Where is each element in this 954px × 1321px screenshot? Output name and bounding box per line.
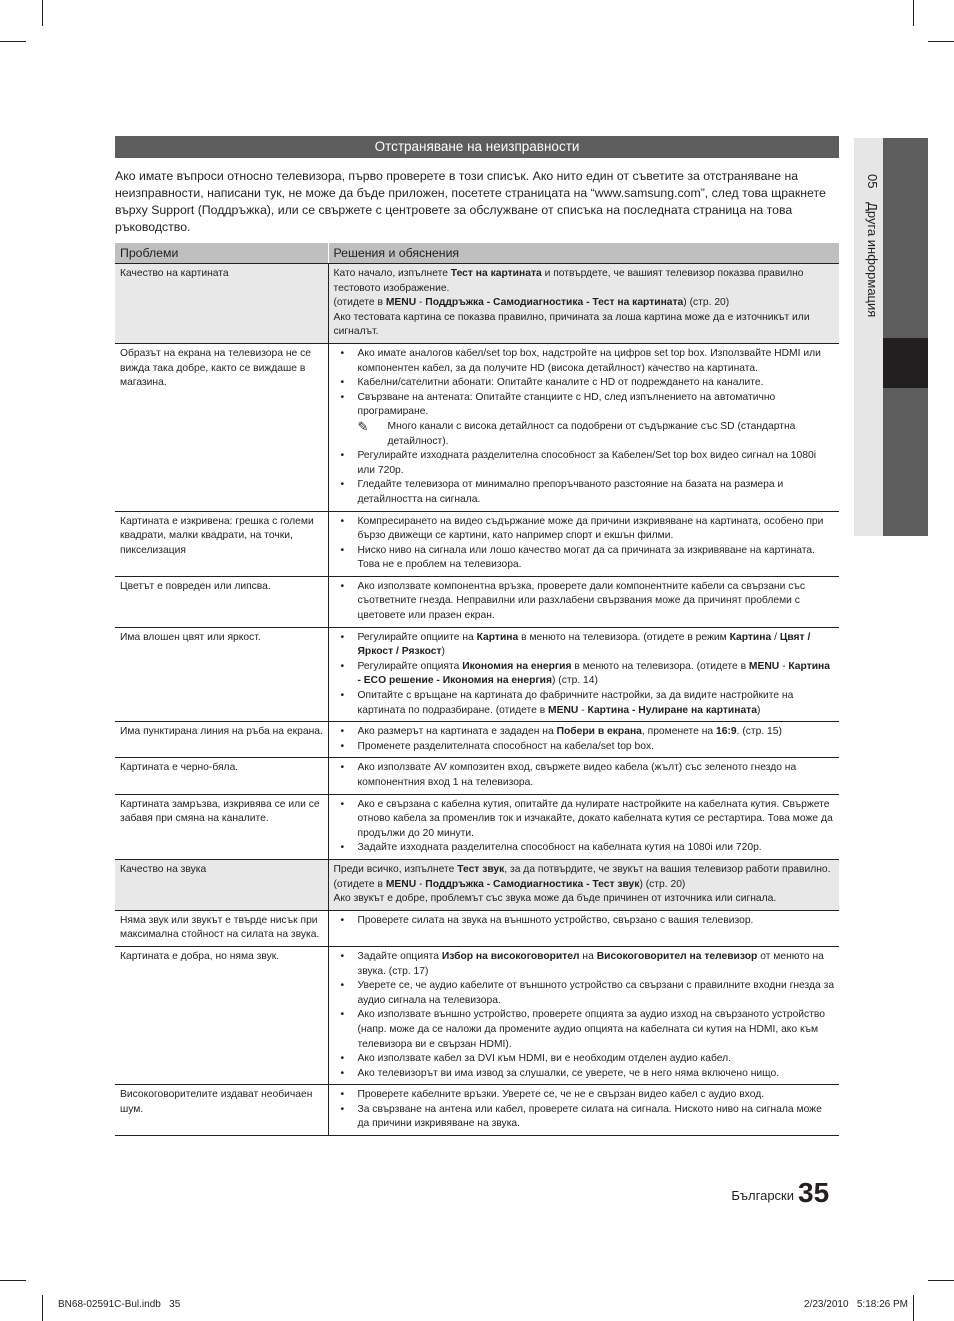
solution-cell (328, 1085, 839, 1136)
solution-bullet: • Опитайте с връщане на картината до фабричните настройки, за да видите настройките на картината по подразбиране. (отидете в MENU - Картина - Нулиране на картината) (334, 689, 836, 718)
solution-cell (328, 794, 839, 859)
problem-cell: Картината е изкривена: грешка с големи квадрати, малки квадрати, на точки, пикселизация (115, 511, 328, 576)
note (358, 420, 836, 449)
section-title: Отстраняване на неизправности (115, 136, 839, 158)
pencil-icon: ✎ (357, 418, 369, 434)
solution-bullet: • Ако е свързана с кабелна кутия, опитайте да нулирате настройките на кабелната кутия. Свържете отново кабела за променлив ток и изчакайте, докато кабелната кутия се рестартира. Това може да продължи до 20 минути. (334, 798, 836, 842)
table-row (115, 859, 839, 910)
solution-cell (328, 910, 839, 946)
solution-bullet: • Проверете кабелните връзки. Уверете се, че не е свързан видео кабел с аудио вход. (334, 1088, 836, 1103)
solution-cell (328, 264, 839, 344)
problem-cell: Картината е черно-бяла. (115, 758, 328, 794)
intro-paragraph: Ако имате въпроси относно телевизора, първо проверете в този списък. Ако нито един от съветите за отстраняване на неизправности, написани тук, не може да бъде приложен, посетете страницата на “www.samsung.com”, след това щракнете върху Support (Поддръжка), или се свържете с центровете за обслужване от списъка на последната страница на това ръководство. (115, 169, 826, 234)
page-number: 35 (798, 1177, 830, 1208)
solution-bullet: • Променете разделителната способност на кабела/set top box. (334, 740, 836, 755)
table-row (115, 946, 839, 1084)
table-row (115, 576, 839, 627)
solution-text: Ако звукът е добре, проблемът със звука може да бъде причинен от източника или сигнала. (333, 893, 777, 905)
solution-bullet: • Ако използвате AV композитен вход, свържете видео кабела (жълт) със зеленото гнездо на компонентния вход 1 на телевизора. (334, 761, 836, 790)
table-row (115, 722, 839, 758)
crop-mark (913, 0, 914, 26)
crop-mark (0, 1280, 26, 1281)
problem-cell: Качество на звука (115, 859, 328, 910)
crop-mark (42, 0, 43, 26)
solution-bullet: • Ако телевизорът ви има извод за слушалки, се уверете, че в него няма включено нищо. (334, 1067, 836, 1082)
table-row (115, 758, 839, 794)
solution-cell (328, 343, 839, 511)
solution-bullet: • Свързване на антената: Опитайте станциите с HD, след изпълнението на автоматично програмиране. (334, 391, 836, 420)
table-row (115, 264, 839, 344)
problem-cell: Има влошен цвят или яркост. (115, 627, 328, 722)
chapter-label (856, 174, 880, 334)
solution-cell (328, 722, 839, 758)
solution-text: Ако тестовата картина се показва правилно, причината за лоша картина може да е източникът или сигналът. (333, 311, 810, 338)
table-row (115, 1085, 839, 1136)
solution-text: (отидете в MENU - Поддръжка - Самодиагностика - Тест звук) (стр. 20) (333, 878, 686, 890)
solution-bullet: • Регулирайте изходната разделителна способност за Кабелен/Set top box видео сигнал на 1080i или 720p. (334, 449, 836, 478)
table-row (115, 910, 839, 946)
solution-bullet: • Ако имате аналогов кабел/set top box, надстройте на цифров set top box. Използвайте HDMI или компонентен кабел, за да получите HD (висока детайлност) качество на картината. (334, 347, 836, 376)
print-date-info: 2/23/2010 5:18:26 PM (804, 1299, 908, 1310)
solution-bullet: • Задайте опцията Избор на високоговорител на Високоговорител на телевизор от менюто на звука. (стр. 17) (334, 950, 836, 979)
troubleshooting-table (115, 243, 839, 1136)
solution-cell (328, 627, 839, 722)
crop-mark (928, 1280, 954, 1281)
solution-bullet: • Кабелни/сателитни абонати: Опитайте каналите с HD от подреждането на каналите. (334, 376, 836, 391)
crop-mark (0, 41, 26, 42)
chapter-tab-marker (883, 338, 928, 388)
table-row (115, 794, 839, 859)
solution-bullet: • Ако използвате кабел за DVI към HDMI, ви е необходим отделен аудио кабел. (334, 1052, 836, 1067)
solution-bullet: • За свързване на антена или кабел, проверете силата на сигнала. Ниското ниво на сигнала може да причини изкривяване на звука. (334, 1103, 836, 1132)
solution-bullet: • Гледайте телевизора от минимално препоръчваното разстояние на базата на размера и детайлността на сигнала. (334, 478, 836, 507)
solution-bullet: • Задайте изходната разделителна способност на кабелната кутия на 1080i или 720p. (334, 841, 836, 856)
solution-bullet: • Ако размерът на картината е зададен на Побери в екрана, променете на 16:9. (стр. 15) (334, 725, 836, 740)
solution-cell (328, 946, 839, 1084)
solution-text: Като начало, изпълнете Тест на картината и потвърдете, че вашият телевизор показва правилно тестовото изображение. (333, 268, 804, 294)
print-file-info: BN68-02591C-Bul.indb 35 (58, 1299, 181, 1310)
chapter-title: Друга информация (865, 202, 880, 318)
solution-bullet: • Ниско ниво на сигнала или лошо качество могат да са причината за изкривяване на картината. Това не е проблем на телевизора. (334, 544, 836, 573)
problem-cell: Образът на екрана на телевизора не се вижда така добре, както се виждаше в магазина. (115, 343, 328, 511)
problem-cell: Картината е добра, но няма звук. (115, 946, 328, 1084)
footer-language: Български (731, 1188, 794, 1203)
solution-bullet: • Компресирането на видео съдържание може да причини изкривяване на картината, особено при бързо движещи се картини, като например спорт и екшън филми. (334, 515, 836, 544)
problem-cell: Високоговорителите издават необичаен шум. (115, 1085, 328, 1136)
solution-bullet: • Регулирайте опциите на Картина в менюто на телевизора. (отидете в режим Картина / Цвят / Яркост / Рязкост) (334, 631, 836, 660)
table-row (115, 511, 839, 576)
solution-bullet: • Регулирайте опцията Икономия на енергия в менюто на телевизора. (отидете в MENU - Картина - ECO решение - Икономия на енергия) (стр. 14) (334, 660, 836, 689)
solution-cell (328, 511, 839, 576)
solution-cell (328, 758, 839, 794)
problem-cell: Картината замръзва, изкривява се или се забавя при смяна на каналите. (115, 794, 328, 859)
crop-mark (928, 41, 954, 42)
table-row (115, 343, 839, 511)
table-header-row (115, 243, 839, 264)
solution-cell (328, 859, 839, 910)
solution-bullet: • Ако използвате компонентна връзка, проверете дали компонентните кабели са свързани със съответните гнезда. Неправилни или разхлабени свързвания може да причинят проблеми с цветовете или празен екран. (334, 580, 836, 624)
header-solutions: Решения и обяснения (328, 243, 839, 264)
solution-bullet: • Уверете се, че аудио кабелите от външното устройство са свързани с правилните входни гнезда за аудио сигнала на телевизора. (334, 979, 836, 1008)
crop-mark (42, 1295, 43, 1321)
crop-mark (913, 1295, 914, 1321)
solution-bullet: • Проверете силата на звука на външното устройство, свързано с вашия телевизор. (334, 914, 836, 929)
solution-cell (328, 576, 839, 627)
problem-cell: Цветът е повреден или липсва. (115, 576, 328, 627)
solution-bullet: • Ако използвате външно устройство, проверете опцията за аудио изход на свързаното устройство (напр. може да се наложи да промените аудио опцията на кабелната си кутия на HDMI, ако към телевизора ви е свързан HDMI). (334, 1008, 836, 1052)
chapter-number: 05 (865, 174, 880, 189)
problem-cell: Има пунктирана линия на ръба на екрана. (115, 722, 328, 758)
note-text: Много канали с висока детайлност са подобрени от съдържание със SD (стандартна детайлност). (387, 420, 796, 447)
solution-text: Преди всичко, изпълнете Тест звук, за да потвърдите, че звукът на вашия телевизор работи правилно. (333, 863, 831, 875)
header-problems: Проблеми (115, 243, 328, 264)
solution-text: (отидете в MENU - Поддръжка - Самодиагностика - Тест на картината) (стр. 20) (333, 297, 730, 309)
problem-cell: Няма звук или звукът е твърде нисък при максимална стойност на силата на звука. (115, 910, 328, 946)
problem-cell: Качество на картината (115, 264, 328, 344)
table-row (115, 627, 839, 722)
